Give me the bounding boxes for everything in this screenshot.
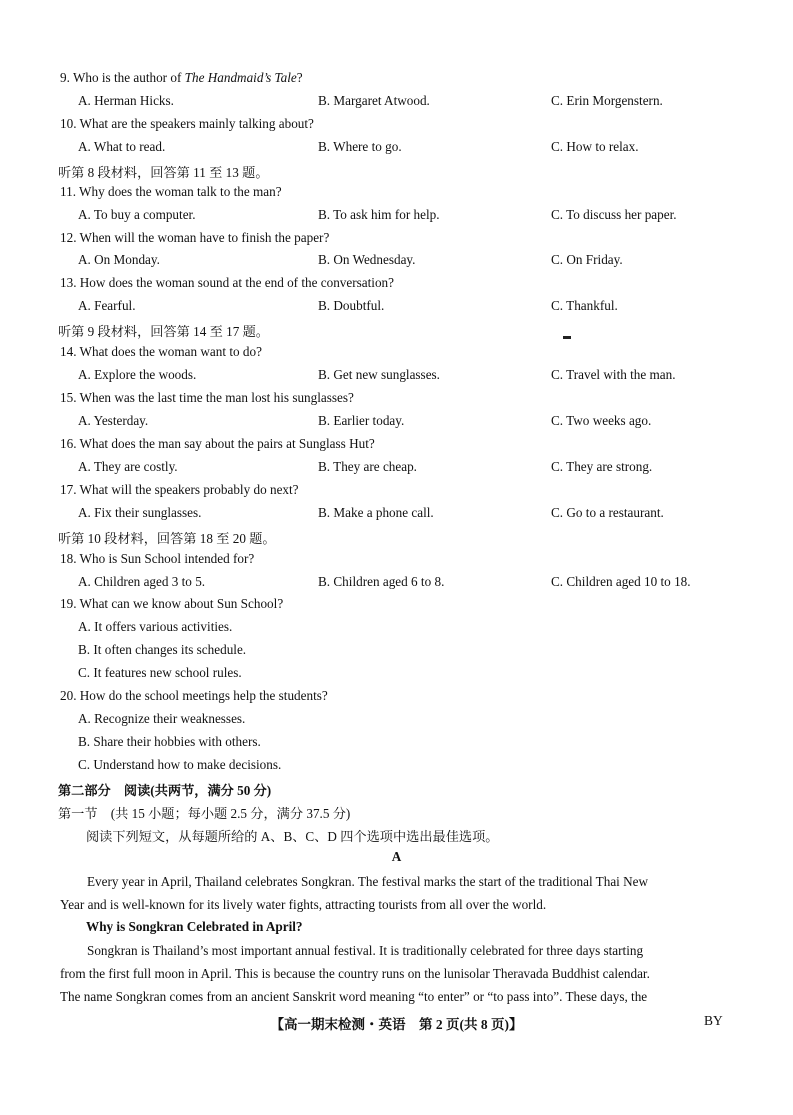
- option-c: C. Travel with the man.: [551, 367, 676, 382]
- option-b: B. Get new sunglasses.: [318, 367, 440, 382]
- paragraph-2: Songkran is Thailand’s most important annual festival. It is traditionally celebrated for three days starting from the first full moon in April. This is because the country runs on the lunisolar Theravada Buddhist calendar. The name Songkran comes from an ancient Sanskrit word meaning “to enter” or “to pass into”. These days, the: [60, 943, 650, 1004]
- option-b: B. Doubtful.: [318, 298, 385, 313]
- question-17: 17. What will the speakers probably do next?: [60, 482, 299, 497]
- footer-code: BY: [704, 1013, 723, 1028]
- option-b: B. On Wednesday.: [318, 252, 416, 267]
- section-heading-10: 听第 10 段材料，回答第 18 至 20 题。: [58, 531, 276, 546]
- question-18: 18. Who is Sun School intended for?: [60, 551, 255, 566]
- option-c: C. Understand how to make decisions.: [78, 757, 282, 772]
- option-c: C. How to relax.: [551, 139, 639, 154]
- paragraph-1: Every year in April, Thailand celebrates Songkran. The festival marks the start of the traditional Thai New Year and is well-known for its lively water fights, attracting tourists from all over the world.: [60, 874, 649, 912]
- option-b: B. Margaret Atwood.: [318, 93, 430, 108]
- question-11: 11. Why does the woman talk to the man?: [60, 184, 282, 199]
- option-a: A. Children aged 3 to 5.: [78, 574, 206, 589]
- section-heading-9: 听第 9 段材料，回答第 14 至 17 题。: [58, 324, 269, 339]
- option-c: C. They are strong.: [551, 459, 653, 474]
- option-b: B. Earlier today.: [318, 413, 405, 428]
- option-c: C. Children aged 10 to 18.: [551, 574, 691, 589]
- question-13: 13. How does the woman sound at the end of the conversation?: [60, 275, 395, 290]
- option-c: C. Erin Morgenstern.: [551, 93, 663, 108]
- option-a: A. What to read.: [78, 139, 166, 154]
- option-b: B. It often changes its schedule.: [78, 642, 247, 657]
- passage-label: A: [391, 849, 402, 864]
- instruction: 阅读下列短文，从每题所给的 A、B、C、D 四个选项中选出最佳选项。: [86, 829, 499, 844]
- question-9: 9. Who is the author of The Handmaid’s Tale?: [60, 70, 303, 85]
- page-footer: 【高一期末检测・英语 第 2 页(共 8 页)】: [270, 1017, 523, 1032]
- option-c: C. Two weeks ago.: [551, 413, 652, 428]
- option-b: B. Share their hobbies with others.: [78, 734, 261, 749]
- option-a: A. It offers various activities.: [78, 619, 233, 634]
- part-heading: 第二部分 阅读(共两节，满分 50 分): [58, 783, 272, 798]
- section-heading: 第一节 (共 15 小题；每小题 2.5 分，满分 37.5 分): [58, 806, 351, 821]
- stray-mark: [563, 336, 571, 339]
- option-b: B. Children aged 6 to 8.: [318, 574, 445, 589]
- question-16: 16. What does the man say about the pairs at Sunglass Hut?: [60, 436, 375, 451]
- passage-subheading: Why is Songkran Celebrated in April?: [86, 919, 303, 934]
- option-b: B. They are cheap.: [318, 459, 417, 474]
- question-12: 12. When will the woman have to finish the paper?: [60, 230, 330, 245]
- option-a: A. Yesterday.: [78, 413, 149, 428]
- option-b: B. To ask him for help.: [318, 207, 440, 222]
- section-heading-8: 听第 8 段材料，回答第 11 至 13 题。: [58, 165, 269, 180]
- option-a: A. Explore the woods.: [78, 367, 197, 382]
- question-19: 19. What can we know about Sun School?: [60, 596, 284, 611]
- question-15: 15. When was the last time the man lost his sunglasses?: [60, 390, 354, 405]
- option-c: C. It features new school rules.: [78, 665, 242, 680]
- option-a: A. Fearful.: [78, 298, 136, 313]
- option-c: C. Go to a restaurant.: [551, 505, 664, 520]
- question-14: 14. What does the woman want to do?: [60, 344, 262, 359]
- book-title: The Handmaid’s Tale: [184, 70, 297, 85]
- option-c: C. To discuss her paper.: [551, 207, 677, 222]
- option-a: A. Fix their sunglasses.: [78, 505, 202, 520]
- option-b: B. Where to go.: [318, 139, 402, 154]
- option-a: A. They are costly.: [78, 459, 178, 474]
- option-a: A. Herman Hicks.: [78, 93, 174, 108]
- option-a: A. To buy a computer.: [78, 207, 196, 222]
- option-a: A. On Monday.: [78, 252, 160, 267]
- option-a: A. Recognize their weaknesses.: [78, 711, 246, 726]
- question-20: 20. How do the school meetings help the students?: [60, 688, 328, 703]
- option-c: C. On Friday.: [551, 252, 623, 267]
- option-b: B. Make a phone call.: [318, 505, 434, 520]
- option-c: C. Thankful.: [551, 298, 618, 313]
- question-10: 10. What are the speakers mainly talking about?: [60, 116, 314, 131]
